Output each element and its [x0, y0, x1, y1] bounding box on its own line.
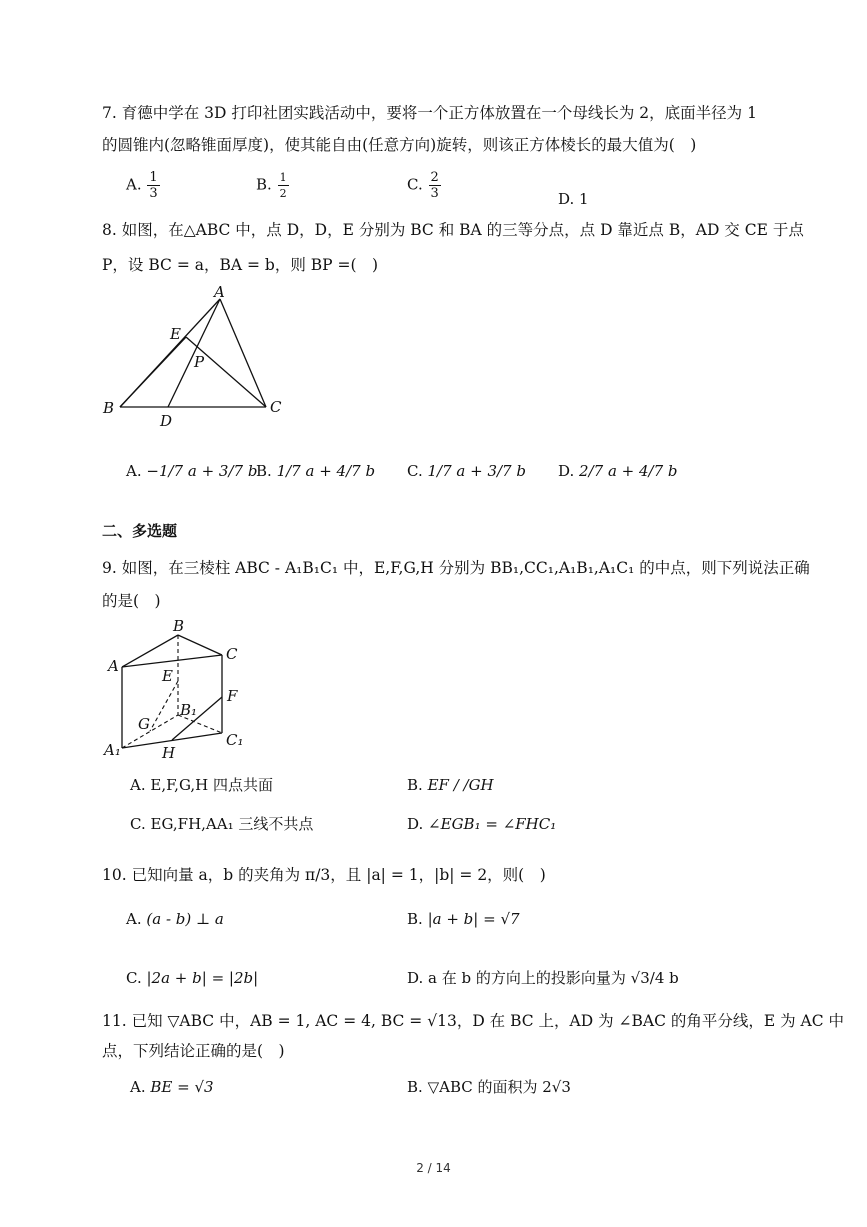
q11-option-a: A. BE = √3	[130, 1078, 214, 1096]
option-text: (a - b) ⊥ a	[146, 910, 224, 928]
label-E: E	[162, 667, 173, 685]
q9-line1: 9. 如图，在三棱柱 ABC - A₁B₁C₁ 中，E,F,G,H 分别为 BB₁,CC₁,A₁B₁,A₁C₁ 的中点，则下列说法正确	[102, 559, 810, 577]
q7-line2: 的圆锥内(忽略锥面厚度)，使其能自由(任意方向)旋转，则该正方体棱长的最大值为( )	[102, 136, 697, 154]
q10-option-c: C. |2a + b| = |2b|	[126, 969, 259, 987]
label-G: G	[138, 715, 150, 733]
label-B: B	[103, 399, 115, 417]
fraction: $\frac{1}{3}$	[149, 170, 158, 201]
option-text: 1/7 a + 4/7 b	[276, 462, 376, 480]
q7-option-d	[558, 188, 589, 210]
q8-option-c: C. 1/7 a + 3/7 b	[407, 462, 526, 480]
q10-option-a: A. (a - b) ⊥ a	[126, 910, 224, 928]
label-B: B	[173, 617, 185, 635]
option-label: C.	[407, 175, 423, 194]
fraction: $\frac{1}{2}$	[279, 171, 287, 200]
option-text: EG,FH,AA₁ 三线不共点	[150, 815, 314, 833]
option-label: A.	[126, 175, 142, 194]
option-text: 2/7 a + 4/7 b	[579, 462, 678, 480]
label-C1: C₁	[226, 731, 244, 749]
option-text: BE = √3	[150, 1078, 214, 1096]
label-H: H	[162, 744, 176, 762]
option-label: D.	[558, 190, 575, 208]
label-C: C	[270, 398, 282, 416]
q8-line1: 8. 如图，在△ABC 中，点 D，D，E 分别为 BC 和 BA 的三等分点，点 D 靠近点 B，AD 交 CE 于点	[102, 221, 804, 239]
option-text: E,F,G,H 四点共面	[150, 776, 274, 794]
label-P: P	[194, 353, 205, 371]
label-A1: A₁	[104, 741, 121, 759]
option-text: ∠EGB₁ = ∠FHC₁	[428, 815, 557, 833]
label-D: D	[160, 412, 173, 430]
label-A: A	[214, 283, 225, 301]
q7-option-c	[407, 170, 442, 201]
option-text: |a + b| = √7	[427, 910, 520, 928]
option-text: −1/7 a + 3/7 b	[146, 462, 258, 480]
option-text: ▽ABC 的面积为 2√3	[427, 1078, 571, 1096]
q11-line1: 11. 已知 ▽ABC 中，AB = 1, AC = 4, BC = √13，D 在 BC 上，AD 为 ∠BAC 的角平分线，E 为 AC 中	[102, 1012, 845, 1030]
option-text: 1	[579, 190, 589, 208]
q9-option-b: B. EF / /GH	[407, 776, 494, 794]
page-number: 2 / 14	[416, 1161, 451, 1175]
q10-option-b: B. |a + b| = √7	[407, 910, 520, 928]
q7-option-a	[126, 170, 161, 201]
option-text: EF / /GH	[427, 776, 494, 794]
label-C: C	[226, 645, 238, 663]
q7-line1: 7. 育德中学在 3D 打印社团实践活动中，要将一个正方体放置在一个母线长为 2，底面半径为 1	[102, 104, 757, 122]
label-A: A	[108, 657, 119, 675]
q9-option-c: C. EG,FH,AA₁ 三线不共点	[130, 815, 314, 833]
q11-line2: 点，下列结论正确的是( )	[102, 1042, 285, 1060]
label-E: E	[170, 325, 181, 343]
q8-line2: P，设 BC = a，BA = b，则 BP =( )	[102, 256, 379, 274]
option-text: a 在 b 的方向上的投影向量为 √3/4 b	[428, 969, 679, 987]
q9-option-a: A. E,F,G,H 四点共面	[130, 776, 274, 794]
option-text: |2a + b| = |2b|	[146, 969, 259, 987]
fraction: $\frac{2}{3}$	[430, 170, 439, 201]
q9-option-d: D. ∠EGB₁ = ∠FHC₁	[407, 815, 557, 833]
q11-option-b: B. ▽ABC 的面积为 2√3	[407, 1078, 571, 1096]
q9-prism-figure	[100, 615, 270, 765]
label-F: F	[227, 687, 238, 705]
option-label: B.	[256, 175, 272, 194]
q8-option-d: D. 2/7 a + 4/7 b	[558, 462, 678, 480]
q10-option-d: D. a 在 b 的方向上的投影向量为 √3/4 b	[407, 969, 679, 987]
section-heading: 二、多选题	[102, 522, 178, 540]
q8-option-a: A. −1/7 a + 3/7 b	[126, 462, 258, 480]
q8-triangle-figure	[100, 283, 300, 430]
q10-line1: 10. 已知向量 a，b 的夹角为 π/3，且 |a| = 1，|b| = 2，则( )	[102, 866, 546, 884]
option-text: 1/7 a + 3/7 b	[427, 462, 526, 480]
q9-line2: 的是( )	[102, 592, 161, 610]
q8-option-b: B. 1/7 a + 4/7 b	[256, 462, 376, 480]
q7-option-b	[256, 170, 290, 201]
label-B1: B₁	[180, 701, 198, 719]
